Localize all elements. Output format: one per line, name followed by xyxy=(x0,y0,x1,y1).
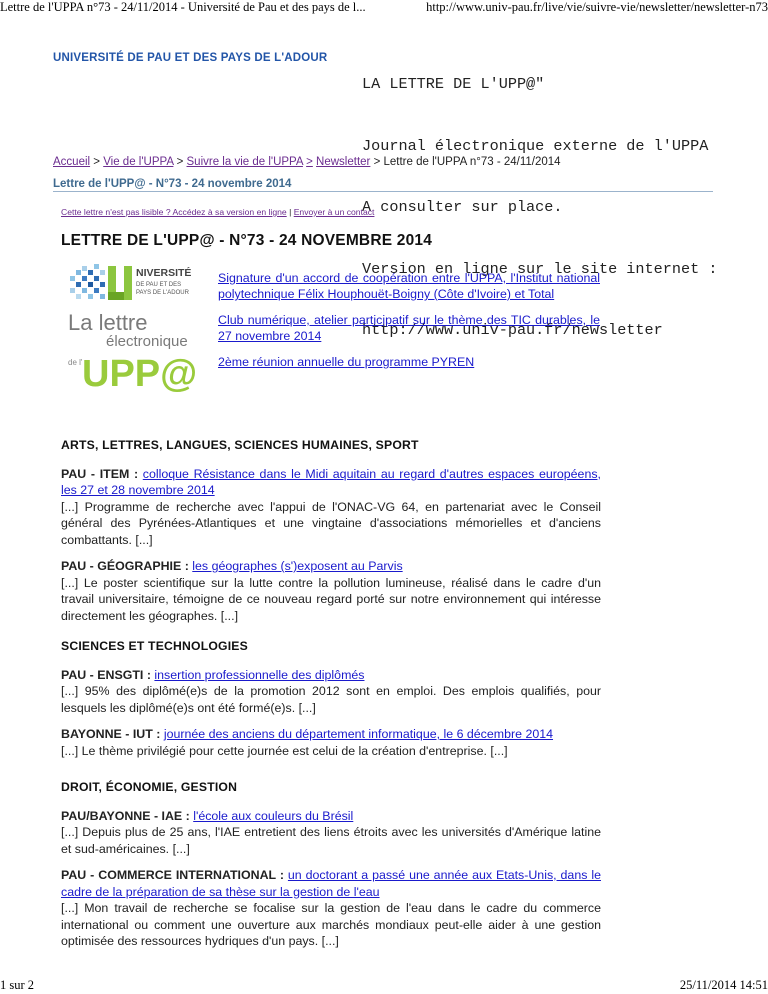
print-header xyxy=(0,0,768,18)
print-header-url: http://www.univ-pau.fr/live/vie/suivre-vie/newsletter/newsletter-n73 xyxy=(426,0,768,14)
logo-line2: DE PAU ET DES xyxy=(136,282,182,288)
section-title: DROIT, ÉCONOMIE, GESTION xyxy=(61,780,238,794)
online-version-link[interactable]: Cette lettre n'est pas lisible ? Accédez à sa version en ligne xyxy=(61,207,287,217)
toc-link-pyren[interactable]: 2ème réunion annuelle du programme PYREN xyxy=(218,355,475,369)
article-link[interactable]: insertion professionnelle des diplômés xyxy=(154,667,365,682)
toc-link-club-numerique[interactable]: Club numérique, atelier participatif sur le thème des TIC durables, le 27 novembre 2014 xyxy=(218,313,600,343)
notice-line: A consulter sur place. xyxy=(362,198,563,216)
article-text: [...] Programme de recherche avec l'appui de l'ONAC-VG 64, en partenariat avec le Conseil général des Pyrénées-Atlantiques et une vingtaine d'associations mémorielles et d'anciens combattants. [...] xyxy=(61,499,601,547)
article-text: [...] Le poster scientifique sur la lutte contre la pollution lumineuse, réalisé dans le cadre d'un travail universitaire, témoigne de ce nouveau regard porté sur notre environnement qui intéresse directement les géographes. [...] xyxy=(61,575,601,623)
page-subtitle: Lettre de l'UPP@ - N°73 - 24 novembre 2014 xyxy=(53,178,292,190)
article xyxy=(61,466,601,549)
article xyxy=(61,867,601,950)
send-to-contact-link[interactable]: Envoyer à un contact xyxy=(293,207,375,217)
article xyxy=(61,667,601,717)
notice-line: Version en ligne sur le site internet : xyxy=(362,259,718,278)
logo-pixel-grid xyxy=(70,264,105,299)
article-lead: PAU - ENSGTI : xyxy=(61,667,151,682)
article-lead: BAYONNE - IUT : xyxy=(61,727,161,741)
breadcrumb-separator: > xyxy=(93,156,100,168)
toc-link-accord[interactable]: Signature d'un accord de coopération entre l'UPPA, l'Institut national polytechnique Félix Houphouët-Boigny (Côte d'Ivoire) et Total xyxy=(218,271,600,301)
logo-la-lettre: La lettre xyxy=(68,310,148,335)
subtitle-divider xyxy=(53,191,713,192)
logo-line3: PAYS DE L'ADOUR xyxy=(136,290,189,296)
newsletter-title: LETTRE DE L'UPP@ - N°73 - 24 NOVEMBRE 2014 xyxy=(61,232,433,249)
logo-upp: UPP@ xyxy=(82,353,198,395)
article-link[interactable]: les géographes (s')exposent au Parvis xyxy=(192,559,403,573)
article-text: [...] Depuis plus de 25 ans, l'IAE entretient des liens étroits avec les universités d'Amérique latine et sud-américaines. [...] xyxy=(61,825,601,856)
print-date: 25/11/2014 14:51 xyxy=(679,978,768,992)
breadcrumb-current: Lettre de l'UPPA n°73 - 24/11/2014 xyxy=(383,156,561,168)
section-droit xyxy=(61,779,601,950)
logo-line1: NIVERSITÉ xyxy=(136,267,192,279)
article xyxy=(61,558,601,624)
article-link[interactable]: l'école aux couleurs du Brésil xyxy=(193,808,354,823)
print-header-title: Lettre de l'UPPA n°73 - 24/11/2014 - Université de Pau et des pays de l... xyxy=(0,0,366,14)
logo-de-l: de l' xyxy=(68,358,83,367)
article-lead: PAU/BAYONNE - IAE : xyxy=(61,808,190,823)
page-number: 1 sur 2 xyxy=(0,978,35,992)
breadcrumb-vie-link[interactable]: Vie de l'UPPA xyxy=(103,156,174,168)
article xyxy=(61,808,601,858)
article-lead: PAU - ITEM : xyxy=(61,466,139,481)
section-sciences xyxy=(61,638,601,759)
article-lead: PAU - GÉOGRAPHIE : xyxy=(61,559,189,573)
article xyxy=(61,726,601,759)
article-link[interactable]: un doctorant a passé une année aux Etats-Unis, dans le cadre de la préparation de sa thèse sur la gestion de l'eau xyxy=(61,868,601,899)
article-link[interactable]: colloque Résistance dans le Midi aquitain au regard d'autres espaces européens, les 27 et 28 novembre 2014 xyxy=(61,466,601,497)
section-title: SCIENCES ET TECHNOLOGIES xyxy=(61,639,248,653)
breadcrumb-newsletter-link[interactable]: Newsletter xyxy=(316,156,371,168)
logo-electronique: électronique xyxy=(106,333,188,350)
breadcrumb xyxy=(53,156,561,168)
breadcrumb-home-link[interactable]: Accueil xyxy=(53,156,91,168)
section-arts xyxy=(61,437,601,624)
notice-line: LA LETTRE DE L'UPP@" xyxy=(362,75,545,93)
article-link[interactable]: journée des anciens du département informatique, le 6 décembre 2014 xyxy=(163,727,554,741)
logo-u-mark xyxy=(108,266,132,300)
breadcrumb-separator: > xyxy=(373,156,381,168)
section-title: ARTS, LETTRES, LANGUES, SCIENCES HUMAINES, SPORT xyxy=(61,438,419,452)
newsletter-logo xyxy=(66,262,202,395)
link-separator: | xyxy=(289,207,292,217)
breadcrumb-separator: > xyxy=(306,156,313,168)
breadcrumb-separator: > xyxy=(176,156,184,168)
university-name: UNIVERSITÉ DE PAU ET DES PAYS DE L'ADOUR xyxy=(53,52,328,64)
article-lead: PAU - COMMERCE INTERNATIONAL : xyxy=(61,868,284,882)
notice-url: http://www.univ-pau.fr/newsletter xyxy=(362,321,663,339)
article-text: [...] 95% des diplômé(e)s de la promotion 2012 sont en emploi. Des emplois qualifiés, pour lesquels les diplômé(e)s ont été formé(e)s. [...] xyxy=(61,684,601,715)
read-online-bar xyxy=(61,207,374,217)
breadcrumb-suivre-link[interactable]: Suivre la vie de l'UPPA xyxy=(186,156,303,168)
article-text: [...] Le thème privilégié pour cette journée est celui de la création d'entreprise. [...] xyxy=(61,743,508,758)
article-text: [...] Mon travail de recherche se focalise sur la gestion de l'eau dans le cadre du commerce international ou comment une ouverture aux marchés mondiaux peut-elle aider à une gestion optimisée des ressources hydriques d'un pays. [...] xyxy=(61,901,601,948)
notice-line: Journal électronique externe de l'UPPA xyxy=(362,136,709,155)
table-of-contents xyxy=(218,270,600,380)
